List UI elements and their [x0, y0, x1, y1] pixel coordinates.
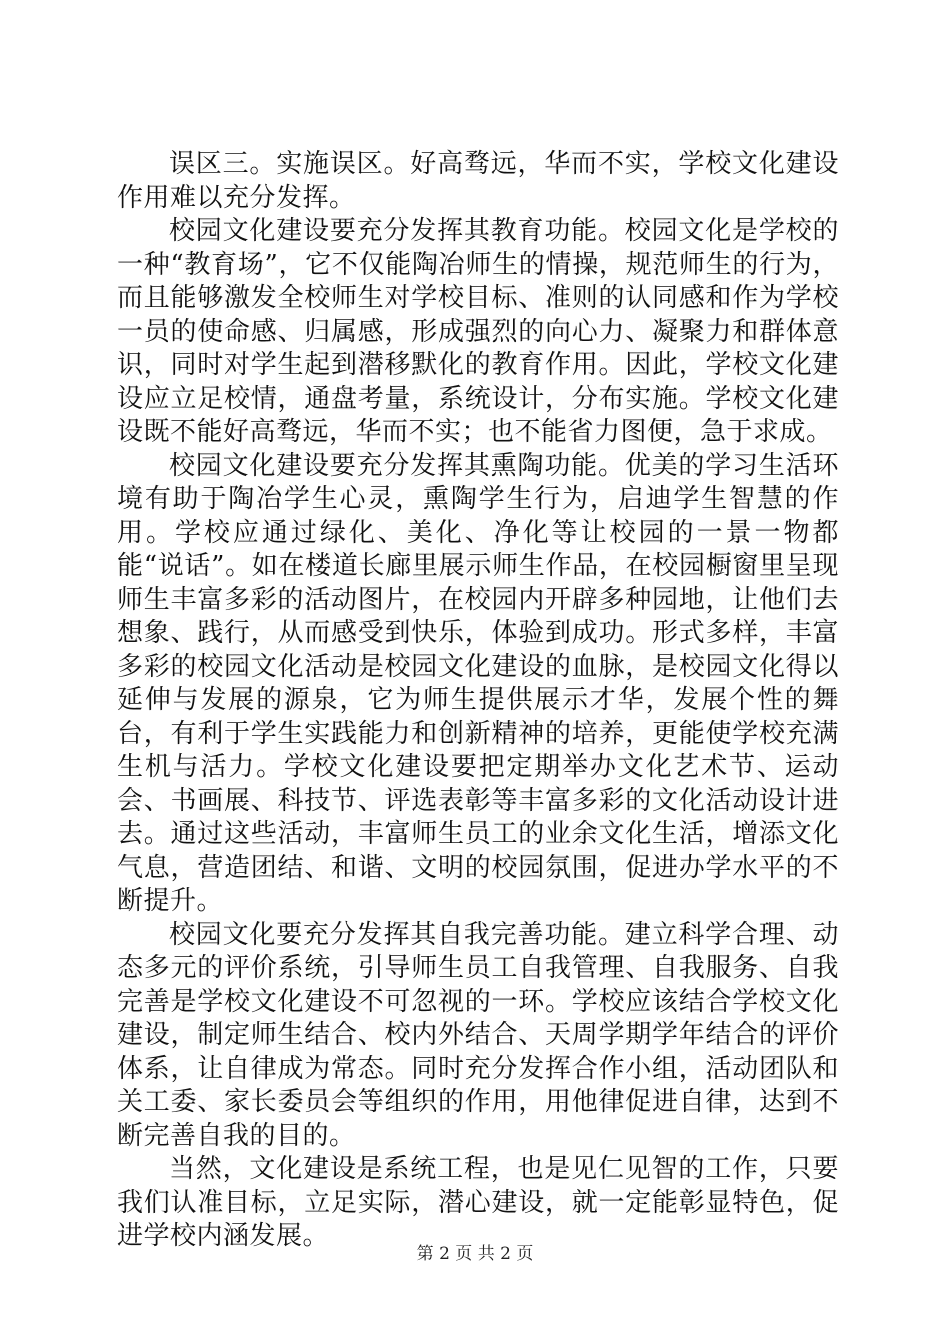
paragraph-self-improvement-function: 校园文化要充分发挥其自我完善功能。建立科学合理、动态多元的评价系统，引导师生员工自我管理、自我服务、自我完善是学校文化建设不可忽视的一环。学校应该结合学校文化建设，制定师生结合、校内外结合、天周学期学年结合的评价体系，让自律成为常态。同时充分发挥合作小组，活动团队和关工委、家长委员会等组织的作用，用他律促进自律，达到不断完善自我的目的。 — [117, 919, 839, 1151]
page-number-footer: 第 2 页 共 2 页 — [416, 1244, 534, 1264]
paragraph-influence-function: 校园文化建设要充分发挥其熏陶功能。优美的学习生活环境有助于陶冶学生心灵，熏陶学生行为，启迪学生智慧的作用。学校应通过绿化、美化、净化等让校园的一景一物都能“说话”。如在楼道长廊里展示师生作品，在校园橱窗里呈现师生丰富多彩的活动图片，在校园内开辟多种园地，让他们去想象、践行，从而感受到快乐，体验到成功。形式多样，丰富多彩的校园文化活动是校园文化建设的血脉，是校园文化得以延伸与发展的源泉，它为师生提供展示才华，发展个性的舞台，有利于学生实践能力和创新精神的培养，更能使学校充满生机与活力。学校文化建设要把定期举办文化艺术节、运动会、书画展、科技节、评选表彰等丰富多彩的文化活动设计进去。通过这些活动，丰富师生员工的业余文化生活，增添文化气息，营造团结、和谐、文明的校园氛围，促进办学水平的不断提升。 — [117, 450, 839, 916]
paragraph-education-function: 校园文化建设要充分发挥其教育功能。校园文化是学校的一种“教育场”，它不仅能陶冶师生的情操，规范师生的行为，而且能够激发全校师生对学校目标、准则的认同感和作为学校一员的使命感、归属感，形成强烈的向心力、凝聚力和群体意识，同时对学生起到潜移默化的教育作用。因此，学校文化建设应立足校情，通盘考量，系统设计，分布实施。学校文化建设既不能好高骛远，华而不实；也不能省力图便，急于求成。 — [117, 216, 839, 447]
paragraph-conclusion: 当然，文化建设是系统工程，也是见仁见智的工作，只要我们认准目标，立足实际，潜心建设，就一定能彰显特色，促进学校内涵发展。 — [117, 1154, 839, 1251]
document-body — [117, 148, 839, 1254]
paragraph-misconception-three: 误区三。实施误区。好高骛远，华而不实，学校文化建设作用难以充分发挥。 — [117, 149, 839, 213]
